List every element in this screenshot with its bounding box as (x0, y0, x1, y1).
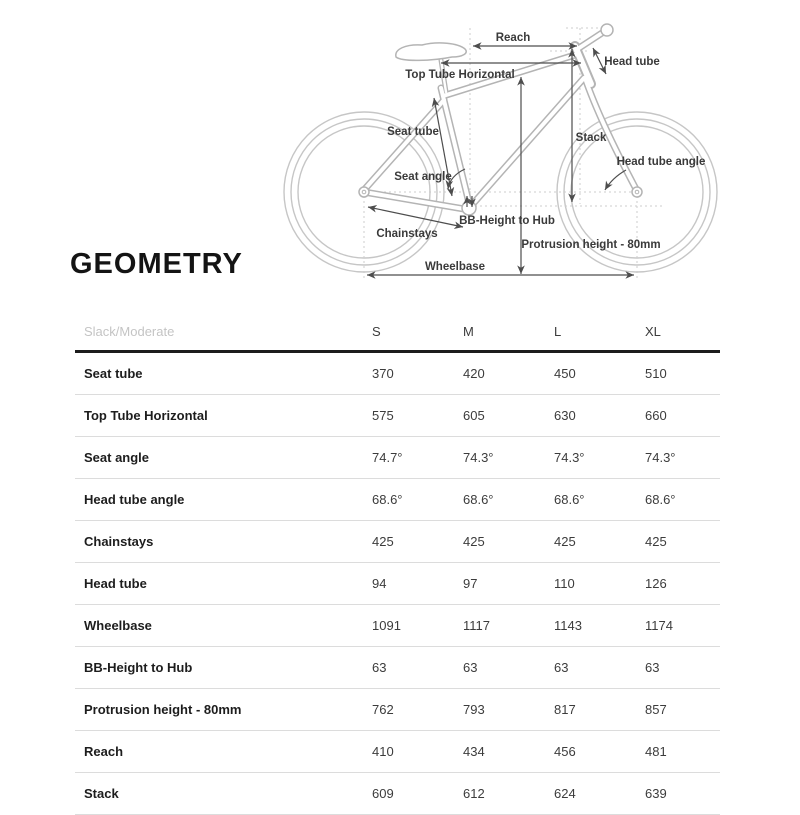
row-value-s: 575 (372, 408, 394, 423)
row-value-s: 609 (372, 786, 394, 801)
table-row (75, 353, 720, 395)
row-label: Chainstays (84, 534, 154, 549)
row-value-xl: 63 (645, 660, 660, 675)
column-header-xl: XL (645, 323, 661, 339)
row-label: Seat tube (84, 366, 143, 381)
row-value-m: 68.6° (463, 492, 494, 507)
table-header-row (75, 312, 720, 353)
head-tube-label: Head tube (604, 56, 660, 68)
column-header-l: L (554, 323, 562, 339)
row-label: Reach (84, 744, 124, 759)
table-row (75, 479, 720, 521)
row-value-s: 410 (372, 744, 394, 759)
row-value-s: 1091 (372, 618, 401, 633)
row-value-l: 817 (554, 702, 576, 717)
column-header-m: M (463, 323, 474, 339)
page-title: GEOMETRY (70, 248, 243, 280)
reach-label: Reach (495, 32, 531, 44)
row-value-m: 793 (463, 702, 485, 717)
table-row (75, 395, 720, 437)
table-row (75, 521, 720, 563)
protrusion-height-label: Protrusion height - 80mm (521, 239, 661, 251)
row-value-l: 450 (554, 366, 576, 381)
row-value-s: 63 (372, 660, 387, 675)
table-row (75, 605, 720, 647)
seat-tube-label: Seat tube (387, 126, 439, 138)
row-value-l: 425 (554, 534, 576, 549)
row-value-xl: 481 (645, 744, 667, 759)
table-row (75, 563, 720, 605)
bb-height-to-hub-label: BB-Height to Hub (459, 215, 555, 227)
row-label: Seat angle (84, 450, 150, 465)
bike-frame (359, 24, 642, 215)
row-value-m: 97 (463, 576, 478, 591)
row-value-m: 605 (463, 408, 485, 423)
stack-label: Stack (575, 132, 607, 144)
row-value-xl: 425 (645, 534, 667, 549)
table-row (75, 731, 720, 773)
row-value-xl: 74.3° (645, 450, 676, 465)
row-label: Top Tube Horizontal (84, 408, 208, 423)
row-label: BB-Height to Hub (84, 660, 193, 675)
row-value-m: 612 (463, 786, 485, 801)
row-value-xl: 126 (645, 576, 667, 591)
row-value-l: 456 (554, 744, 576, 759)
top-tube-horizontal-label: Top Tube Horizontal (405, 69, 515, 81)
row-value-s: 68.6° (372, 492, 403, 507)
row-label: Head tube angle (84, 492, 185, 507)
row-value-xl: 68.6° (645, 492, 676, 507)
row-value-s: 370 (372, 366, 394, 381)
row-value-xl: 660 (645, 408, 667, 423)
row-value-s: 74.7° (372, 450, 403, 465)
row-value-l: 624 (554, 786, 576, 801)
column-header-s: S (372, 323, 381, 339)
row-label: Stack (84, 786, 119, 801)
row-label: Head tube (84, 576, 147, 591)
wheelbase-label: Wheelbase (424, 261, 486, 273)
saddle (396, 43, 466, 60)
row-value-m: 425 (463, 534, 485, 549)
table-row (75, 437, 720, 479)
row-value-xl: 510 (645, 366, 667, 381)
head-tube-angle-arc (605, 170, 626, 190)
row-value-m: 420 (463, 366, 485, 381)
row-value-l: 630 (554, 408, 576, 423)
row-value-s: 762 (372, 702, 394, 717)
seat-angle-label: Seat angle (394, 171, 452, 183)
front-hub (632, 187, 642, 197)
chainstays-label: Chainstays (376, 228, 438, 240)
row-value-l: 68.6° (554, 492, 585, 507)
row-value-l: 63 (554, 660, 569, 675)
row-label: Protrusion height - 80mm (84, 702, 242, 717)
geometry-table (75, 312, 720, 815)
geometry-type-header: Slack/Moderate (84, 323, 175, 339)
row-label: Wheelbase (84, 618, 152, 633)
row-value-m: 1117 (463, 618, 490, 633)
row-value-m: 434 (463, 744, 485, 759)
row-value-l: 110 (554, 576, 575, 591)
table-row (75, 689, 720, 731)
row-value-m: 63 (463, 660, 478, 675)
table-row (75, 647, 720, 689)
row-value-s: 94 (372, 576, 387, 591)
row-value-s: 425 (372, 534, 394, 549)
row-value-xl: 1174 (645, 618, 673, 633)
handlebar-grip (601, 24, 613, 36)
rear-hub (359, 187, 369, 197)
row-value-l: 1143 (554, 618, 582, 633)
head-tube-angle-label: Head tube angle (616, 156, 706, 168)
row-value-xl: 639 (645, 786, 667, 801)
row-value-xl: 857 (645, 702, 667, 717)
chainstays-arrow (368, 207, 463, 227)
bottom-bracket (462, 201, 476, 215)
row-value-m: 74.3° (463, 450, 494, 465)
row-value-l: 74.3° (554, 450, 585, 465)
table-row (75, 773, 720, 815)
